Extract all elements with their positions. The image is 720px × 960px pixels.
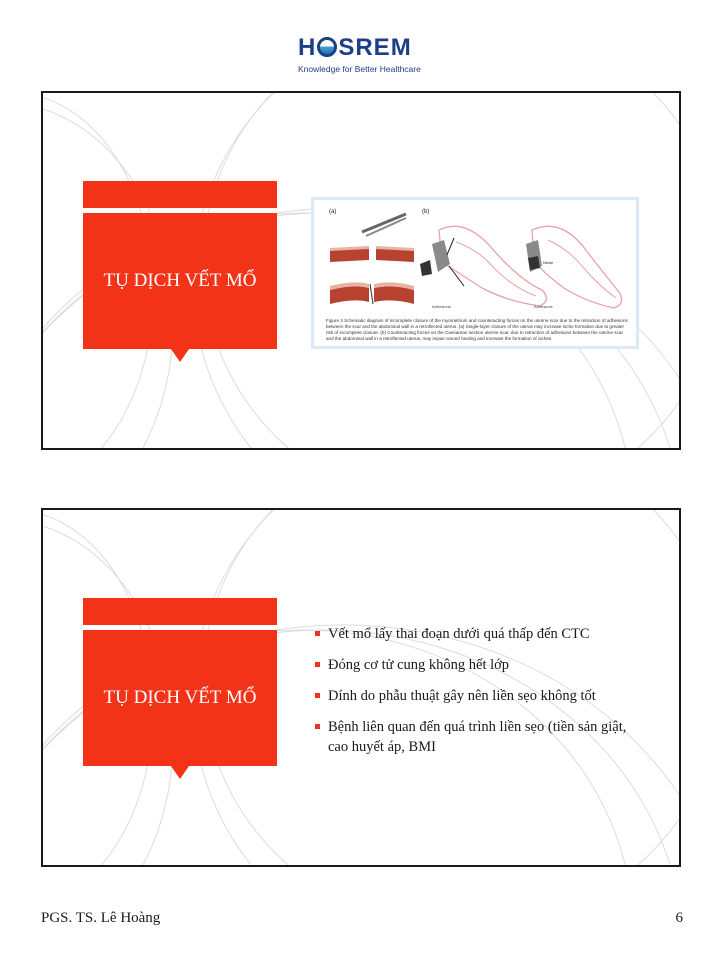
bullet-square-icon	[315, 724, 320, 729]
panel-a-label: (a)	[329, 209, 337, 215]
bullet-text: Vết mổ lấy thai đoạn dưới quá thấp đến CTC	[328, 626, 590, 642]
slide-1	[41, 91, 681, 450]
bullet-list	[315, 624, 645, 768]
title-box	[83, 213, 277, 349]
title-pointer	[171, 766, 189, 779]
logo-tagline: Knowledge for Better Healthcare	[298, 64, 421, 74]
logo-wordmark: H SREM	[298, 34, 412, 61]
niche-label: Niche	[543, 260, 554, 265]
forceps-drawing	[362, 214, 406, 236]
bullet-item	[315, 717, 645, 757]
bullet-square-icon	[315, 662, 320, 667]
page-number: 6	[675, 910, 683, 926]
bullet-item	[315, 686, 645, 706]
hosrem-logo	[290, 34, 430, 76]
slide-title: TỤ DỊCH VẾT MỔ	[103, 687, 257, 708]
slide-title: TỤ DỊCH VẾT MỔ	[103, 270, 257, 291]
bullet-item	[315, 624, 645, 644]
panel-b-label: (b)	[422, 209, 430, 215]
figure-caption: Figure 3 Schematic diagram of incomplete closure of the myometrium and counteracting forces on the uterine scar due to the retraction of adhesions between the scar and the abdominal wall in a retroflected uterus. (a) Single-layer closure of the uterus may increase niche formation due to greater risk of incomplete closure. (b) Counteracting forces on the Caesarean section uterine scar, due to retraction of adhesions between the uterine scar and the abdominal wall in a retroflected uterus, may impair wound healing and increase the formation of niches.	[326, 318, 628, 341]
title-accent-strip	[83, 181, 277, 208]
bullet-square-icon	[315, 631, 320, 636]
logo-globe-icon	[317, 37, 337, 57]
title-pointer	[171, 349, 189, 362]
slide-2	[41, 508, 681, 867]
title-box	[83, 630, 277, 766]
bullet-text: Đóng cơ tử cung không hết lớp	[328, 657, 510, 673]
uterine-scar-figure	[311, 197, 639, 349]
bullet-text: Dính do phẫu thuật gây nên liền sẹo không tốt	[328, 688, 596, 704]
footer-author: PGS. TS. Lê Hoàng	[41, 910, 161, 926]
bullet-square-icon	[315, 693, 320, 698]
title-accent-strip	[83, 598, 277, 625]
adhesions-label-1: Adhesions	[432, 304, 451, 309]
bullet-item	[315, 655, 645, 675]
bullet-text: Bệnh liên quan đến quá trình liền sẹo (tiền sản giật, cao huyết áp, BMI	[328, 719, 627, 755]
adhesions-label-2: Adhesions	[534, 304, 553, 309]
